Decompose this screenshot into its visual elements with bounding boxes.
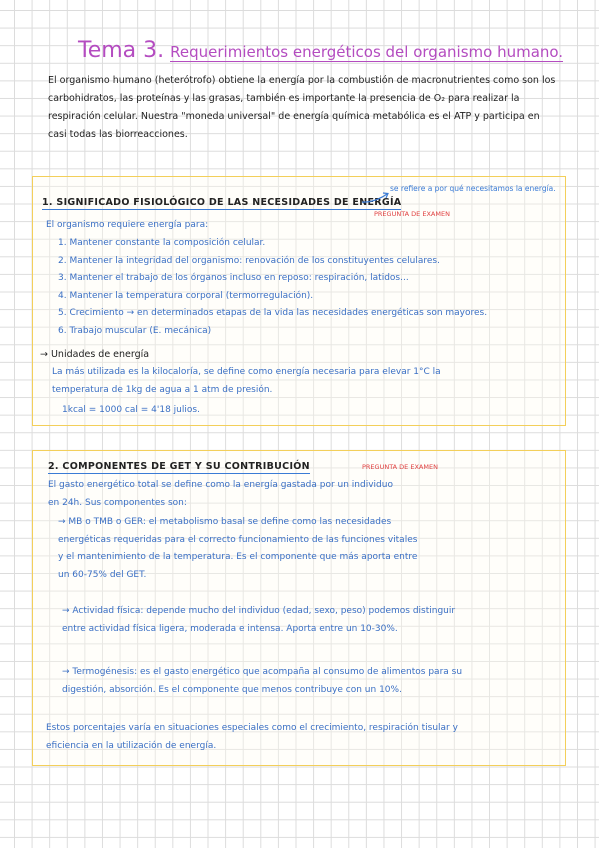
te-line: digestión, absorción. Es el componente que menos contribuye con un 10%. xyxy=(62,684,402,695)
closing-line: Estos porcentajes varía en situaciones especiales como el crecimiento, respiración tisular y xyxy=(46,723,458,733)
closing-block xyxy=(46,720,458,755)
arrow-icon xyxy=(360,191,390,205)
title-number: Tema 3. xyxy=(78,38,165,63)
section-1-lead: El organismo requiere energía para: xyxy=(46,220,209,230)
section-1-heading: 1. SIGNIFICADO FISIOLÓGICO DE LAS NECESIDADES DE ENERGÍA xyxy=(42,197,402,208)
list-item: 4. Mantener la temperatura corporal (termorregulación). xyxy=(58,290,314,301)
mb-line: energéticas requeridas para el correcto funcionamiento de las funciones vitales xyxy=(58,534,418,545)
list-item: 5. Crecimiento → en determinados etapas de la vida las necesidades energéticas son mayores. xyxy=(58,308,488,319)
af-block xyxy=(62,603,455,638)
list-item: 2. Mantener la integridad del organismo: renovación de los constituyentes celulares. xyxy=(58,255,440,266)
mb-line: → MB o TMB o GER: el metabolismo basal se define como las necesidades xyxy=(58,517,392,527)
section-2-lead-2: en 24h. Sus componentes son: xyxy=(48,498,187,508)
mb-line: y el mantenimiento de la temperatura. Es el componente que más aporta entre xyxy=(58,552,418,563)
section-2-heading: 2. COMPONENTES DE GET Y SU CONTRIBUCIÓN xyxy=(48,461,310,472)
list-item: 6. Trabajo muscular (E. mecánica) xyxy=(58,325,212,336)
exam-tag-1: PREGUNTA DE EXAMEN xyxy=(374,210,450,218)
units-equation: 1kcal = 1000 cal = 4'18 julios. xyxy=(62,405,200,415)
closing-line: eficiencia en la utilización de energía. xyxy=(46,740,217,751)
section-1-note: se refiere a por qué necesitamos la energía. xyxy=(390,184,556,193)
te-line: → Termogénesis: es el gasto energético que acompaña al consumo de alimentos para su xyxy=(62,667,463,677)
exam-tag-2: PREGUNTA DE EXAMEN xyxy=(362,463,438,471)
section-2-lead-1: El gasto energético total se define como la energía gastada por un individuo xyxy=(48,480,393,490)
section-1-list xyxy=(58,235,487,341)
units-text-2: temperatura de 1kg de agua a 1 atm de presión. xyxy=(52,385,273,395)
te-block xyxy=(62,664,462,699)
mb-block xyxy=(58,514,417,584)
title-text: Requerimientos energéticos del organismo humano. xyxy=(170,43,564,61)
list-item: 3. Mantener el trabajo de los órganos incluso en reposo: respiración, latidos... xyxy=(58,273,409,284)
af-line: → Actividad física: depende mucho del individuo (edad, sexo, peso) podemos distinguir xyxy=(62,606,456,616)
list-item: 1. Mantener constante la composición celular. xyxy=(58,238,266,248)
af-line: entre actividad física ligera, moderada e intensa. Aporta entre un 10-30%. xyxy=(62,623,398,634)
intro-paragraph: El organismo humano (heterótrofo) obtiene la energía por la combustión de macronutrientes como son los carbohidratos, las proteínas y las grasas, también es importante la presencia de O₂ para realizar la respiración celular. Nuestra "moneda universal" de energía química metabólica es el ATP y participa en casi todas las biorreacciones. xyxy=(48,75,556,140)
units-heading: → Unidades de energía xyxy=(40,349,150,360)
mb-line: un 60-75% del GET. xyxy=(58,569,147,580)
page-title xyxy=(78,38,563,63)
units-text-1: La más utilizada es la kilocaloría, se define como energía necesaria para elevar 1°C la xyxy=(52,367,441,377)
